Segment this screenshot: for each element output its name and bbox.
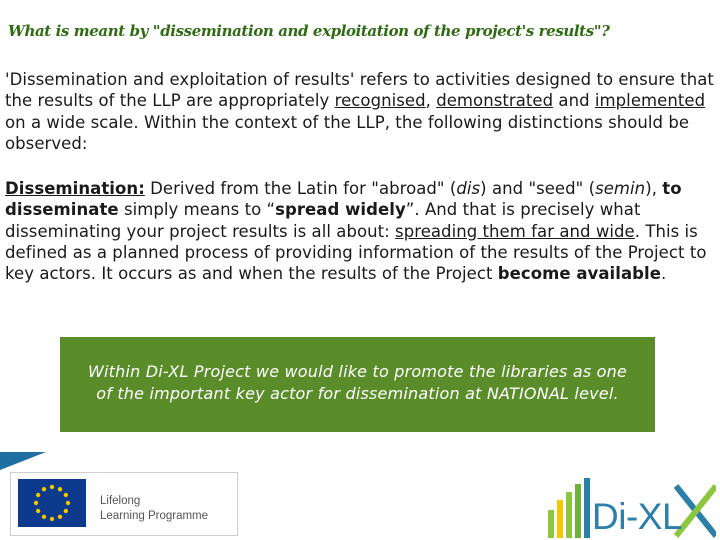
definition-text-5: ”. And that is precisely what disseminating your project results is all about: [5,200,641,241]
spread-widely-term: spread widely [275,200,406,220]
intro-text-4: on a wide scale. Within the context of the LLP, the following distinctions should be observed: [5,112,690,153]
definition-text-1: Derived from the Latin for "abroad" ( [144,179,457,198]
llp-logo-text [100,494,208,524]
latin-semin: semin [595,179,646,198]
intro-text-3: and [553,91,595,111]
definition-text-7: . [660,264,667,284]
eu-star [50,517,54,521]
callout-line-1: Within Di-XL Project we would like to promote the libraries as one [87,362,628,381]
eu-star [66,501,70,505]
become-available-term: become available [497,264,661,284]
eu-star [36,509,40,513]
eu-flag-icon [14,475,90,531]
implemented-term: implemented [594,91,706,111]
llp-line-1: Lifelong [100,495,141,507]
definition-text-6: . This is defined as a planned process of providing information of the results of the Project to key actors. It occurs as and when the results of the Project [5,221,707,284]
to-disseminate-term: to disseminate [5,179,682,220]
definition-text-4: simply means to “ [118,200,276,220]
llp-line-2: Learning Programme [100,510,209,522]
eu-star [64,509,68,513]
spreading-term: spreading them far and wide [395,221,635,241]
dissemination-term: Dissemination: [5,179,145,198]
eu-star [42,515,46,519]
intro-paragraph [5,69,717,154]
intro-text-1: 'Dissemination and exploitation of results' refers to activities designed to ensure that the results of the LLP are appropriately [5,70,714,111]
dissemination-paragraph [5,178,717,284]
eu-star [64,493,68,497]
demonstrated-term: demonstrated [436,91,554,111]
callout-box [60,337,655,432]
slide-title: What is meant by "dissemination and exploitation of the project's results"? [8,22,610,40]
recognised-term: recognised [334,91,426,111]
eu-star [42,487,46,491]
footer-accent-triangle [0,452,46,470]
eu-star [58,515,62,519]
latin-dis: dis [456,179,481,198]
intro-text-2: , [425,91,437,111]
callout-line-2: of the important key actor for dissemination at NATIONAL level. [96,384,619,403]
eu-star [34,501,38,505]
eu-star [50,485,54,489]
eu-star [58,487,62,491]
definition-text-3: ), [645,179,663,198]
eu-star [36,493,40,497]
definition-text-2: ) and "seed" ( [480,179,596,198]
dixl-logo-text: Di-XL [592,496,683,537]
